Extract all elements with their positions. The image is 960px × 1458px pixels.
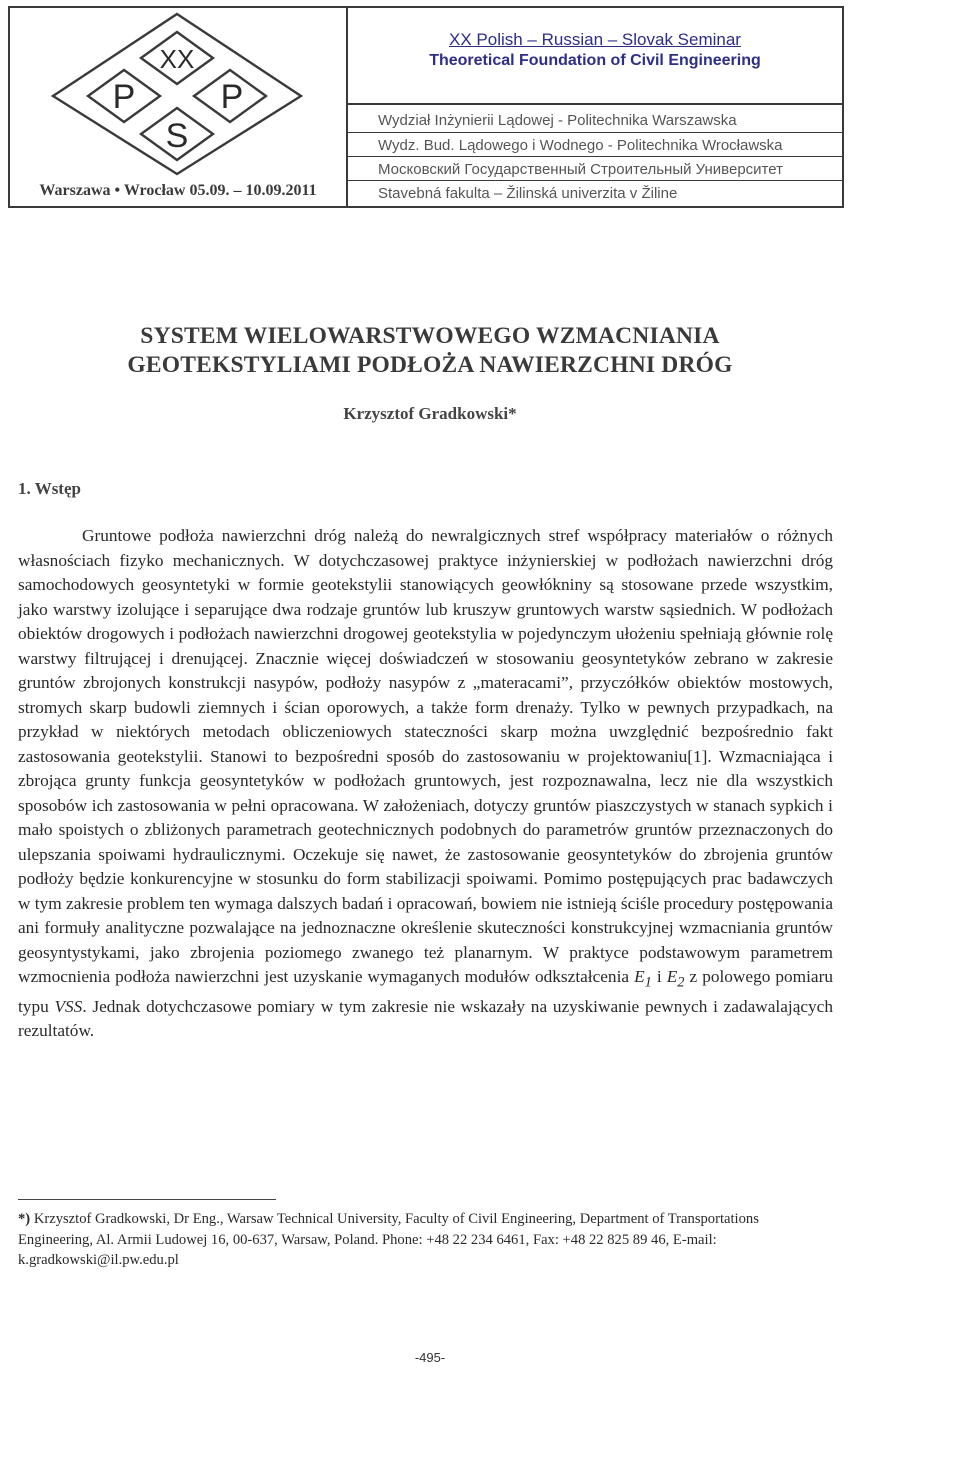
logo-letters-top: XX bbox=[159, 44, 195, 74]
conference-info bbox=[348, 8, 842, 206]
body-text-part-3: . Jednak dotychczasowe pomiary w tym zakresie nie wskazały na uzyskiwanie pewnych i zadawalających rezultatów. bbox=[18, 996, 833, 1041]
section-heading: 1. Wstęp bbox=[18, 479, 81, 498]
conference-header bbox=[8, 6, 844, 208]
institution-2: Wydz. Bud. Lądowego i Wodnego - Politechnika Wrocławska bbox=[348, 132, 842, 158]
institution-3: Московский Государственный Строительный Университет bbox=[348, 156, 842, 182]
conference-subtitle: Theoretical Foundation of Civil Engineering bbox=[429, 52, 761, 69]
conference-title: XX Polish – Russian – Slovak Seminar bbox=[449, 30, 741, 49]
logo-cell bbox=[10, 8, 348, 206]
page-number: -495- bbox=[414, 1350, 446, 1365]
body-text-part-2: z polowego pomiaru typu bbox=[18, 967, 833, 1016]
body-and: i bbox=[651, 967, 667, 986]
institution-4: Stavebná fakulta – Žilinská univerzita v Žiline bbox=[348, 180, 842, 206]
body-text-part-1: Gruntowe podłoża nawierzchni dróg należą do newralgicznych stref współpracy materiałów o różnych własnościach fizyko mechanicznych. W dotychczasowej praktyce inżynierskiej w podłożach nawierzchni dróg samochodowych geosyntetyki w formie geotekstylii stanowiących geowłókniny są stosowane przede wszystkim, jako warstwy izolujące i separujące dwa rodzaje gruntów lub kruszyw gruntowych warstw sąsiednich. W podłożach obiektów drogowych i podłożach nawierzchni drogowej geotekstylia w pojedynczym ułożeniu spełniają głównie rolę warstwy filtrującej i drenującej. Znacznie więcej doświadczeń w stosowaniu geosyntetyków zebrano w zakresie gruntów zbrojonych konstrukcji nasypów, podłoży nasypów z „materacami”, przyczółków obiektów mostowych, stromych skarp budowli ziemnych i ścian oporowych, a także form drenaży. Tylko w pewnych przypadkach, na przykład w niektórych metodach obliczeniowych stateczności skarp można uwzględnić bezpośrednio fakt zastosowania geotekstylii. Stanowi to bezpośredni sposób do zastosowaniu w projektowaniu[1]. Wzmacniająca i zbrojąca grunty funkcja geosyntetyków w podłożach gruntowych, jest rozpoznawalna, lecz nie dla wszystkich sposobów ich zastosowania w pełni opracowana. W założeniach, dotyczy gruntów piaszczystych w stanach sypkich i mało spoistych o zbliżonych parametrach geotechnicznych podobnych do parametrów gruntów przeznaczonych do ulepszania spoiwami hydraulicznymi. Oczekuje się nawet, że zastosowanie geosyntetyków do zbrojenia gruntów podłoży będzie konkurencyjne w stosunku do form stabilizacji spoiwami. Pomimo postępujących prac badawczych w tym zakresie problem ten wymaga dalszych badań i opracowań, bowiem nie istnieją ściśle procedury postępowania ani formuły analityczne pozwalające na jednoznaczne określenie skuteczności konstrukcyjnej wzmacniania gruntów geosyntystykami, jako zbrojenia poziomego zwanego też planarnym. W praktyce podstawowym parametrem wzmocnienia podłoża nawierzchni jest uzyskanie wymaganych modułów odkształcenia bbox=[18, 526, 833, 986]
modulus-e1: $E_1$ bbox=[634, 967, 652, 991]
author-footnote bbox=[18, 1209, 833, 1271]
logo-letter-left: P bbox=[112, 78, 136, 116]
footnote-text: Krzysztof Gradkowski, Dr Eng., Warsaw Technical University, Faculty of Civil Engineering, Department of Transportations Engineering, Al. Armii Ludowej 16, 00-637, Warsaw, Poland. Phone: +48 22 234 6461, Fax: +48 22 825 89 46, E-mail: k.gradkowski@il.pw.edu.pl bbox=[18, 1211, 759, 1268]
seminar-logo bbox=[10, 8, 344, 180]
logo-letter-right: P bbox=[220, 78, 244, 116]
paper-title-line-1: SYSTEM WIELOWARSTWOWEGO WZMACNIANIA bbox=[140, 323, 720, 349]
footnote-divider bbox=[18, 1199, 276, 1200]
logo-letter-bottom: S bbox=[165, 117, 189, 155]
vss-term: VSS bbox=[54, 996, 83, 1016]
institution-1: Wydział Inżynierii Lądowej - Politechnika Warszawska bbox=[348, 103, 842, 133]
paper-title bbox=[0, 322, 860, 380]
paper-title-line-2: GEOTEKSTYLIAMI PODŁOŻA NAWIERZCHNI DRÓG bbox=[127, 352, 733, 378]
modulus-e2: $E_2$ bbox=[666, 967, 685, 991]
body-paragraph bbox=[18, 524, 833, 1044]
place-and-date: Warszawa • Wrocław 05.09. – 10.09.2011 bbox=[39, 182, 317, 199]
footnote-mark: *) bbox=[18, 1211, 31, 1227]
paper-author: Krzysztof Gradkowski* bbox=[343, 404, 517, 423]
